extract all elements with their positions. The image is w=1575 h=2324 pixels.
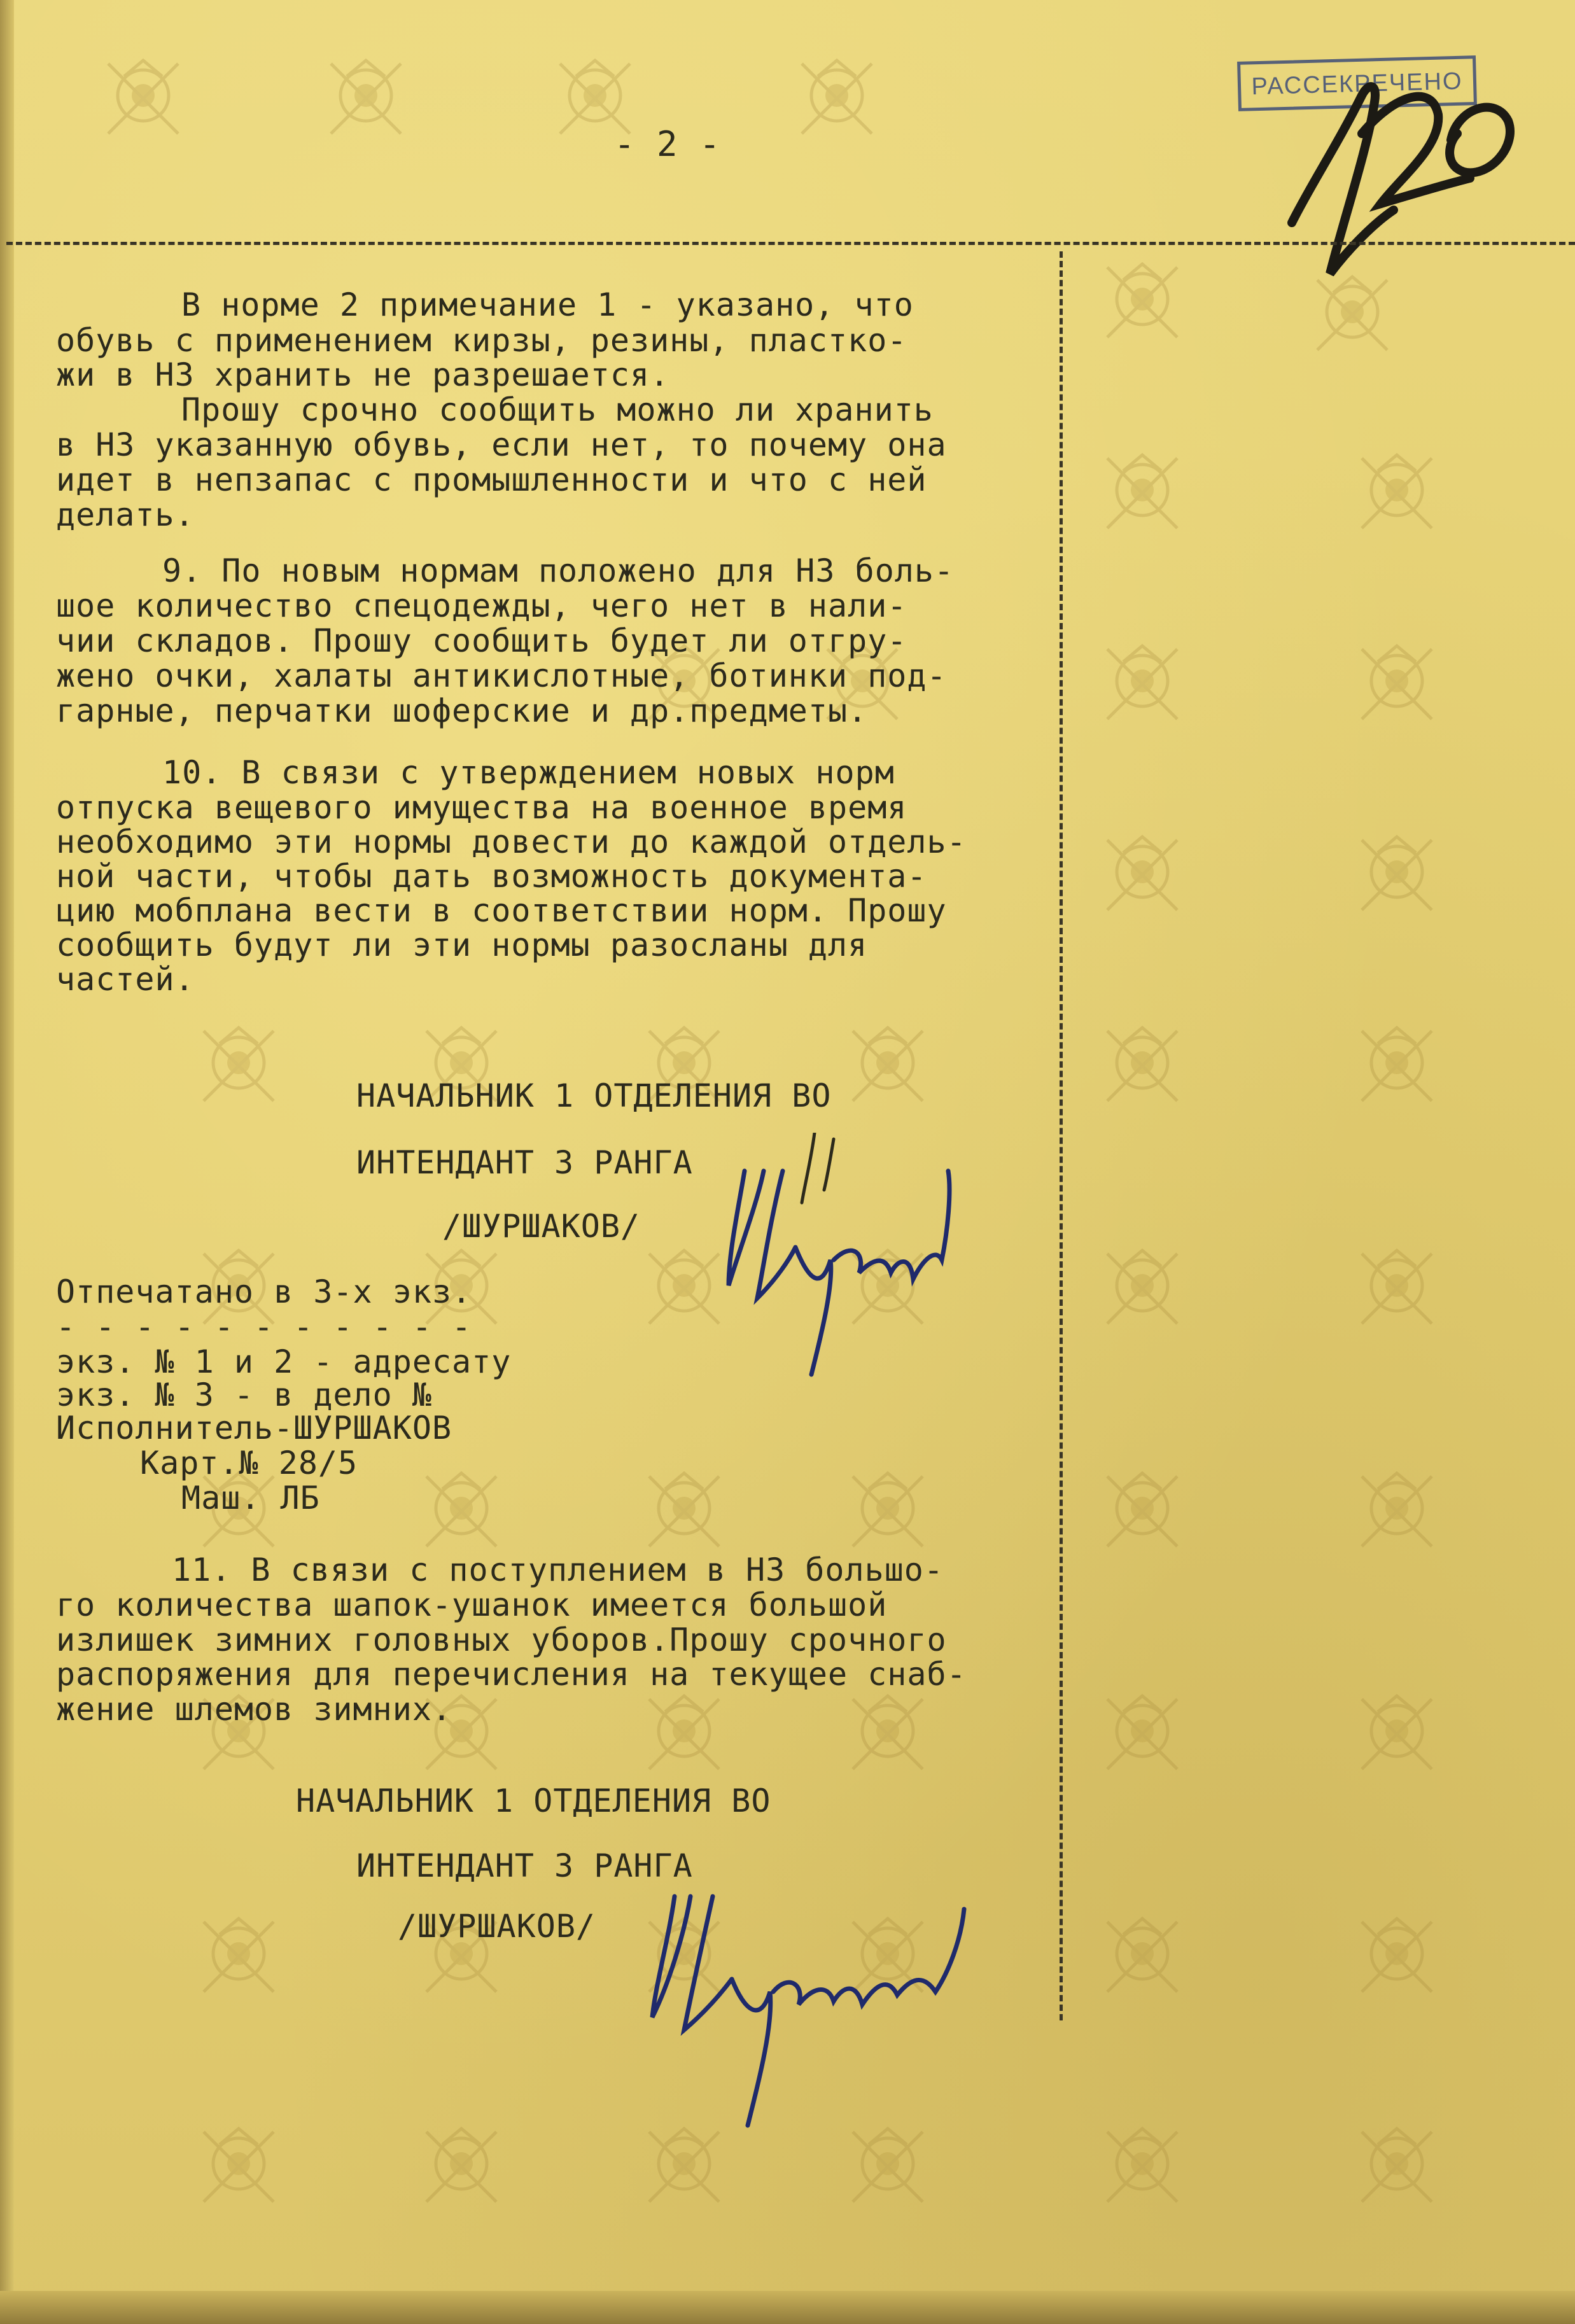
handwritten-signature: [617, 1858, 999, 2138]
text-line: 9. По новым нормам положено для НЗ боль-: [162, 552, 955, 589]
watermark-emblem: [1349, 1686, 1445, 1782]
text-line: жено очки, халаты антикислотные, ботинки под-: [56, 657, 947, 694]
handwritten-signature: [668, 1133, 961, 1400]
text-line: цию мобплана вести в соответствии норм. Прошу: [56, 892, 947, 929]
watermark-emblem: [95, 51, 191, 146]
copy-recipients: экз. № 1 и 2 - адресату: [56, 1343, 512, 1380]
text-line: в НЗ указанную обувь, если нет, то почему она: [56, 426, 947, 463]
text-line: обувь с применением кирзы, резины, пластко-: [56, 322, 907, 359]
watermark-emblem: [1095, 1686, 1190, 1782]
text-line: В норме 2 примечание 1 - указано, что: [181, 286, 914, 323]
watermark-emblem: [1349, 827, 1445, 923]
watermark-emblem: [840, 1018, 935, 1114]
watermark-emblem: [191, 1018, 286, 1114]
text-line: чии складов. Прошу сообщить будет ли отгру-: [56, 622, 907, 659]
watermark-emblem: [840, 1464, 935, 1559]
watermark-emblem: [414, 2119, 509, 2215]
paper-edge-bottom: [0, 2291, 1575, 2324]
paper-edge-left: [0, 0, 14, 2324]
watermark-emblem: [1095, 1464, 1190, 1559]
signer-name: /ШУРШАКОВ/: [442, 1208, 641, 1245]
watermark-emblem: [318, 51, 414, 146]
text-line: частей.: [56, 961, 195, 998]
copies-printed: Отпечатано в 3-х экз.: [56, 1273, 472, 1310]
watermark-emblem: [789, 51, 885, 146]
text-line: излишек зимних головных уборов.Прошу срочного: [56, 1621, 947, 1658]
watermark-emblem: [636, 1464, 732, 1559]
executor: Исполнитель-ШУРШАКОВ: [56, 1410, 452, 1446]
watermark-emblem: [1095, 445, 1190, 541]
watermark-emblem: [636, 1686, 732, 1782]
text-line: распоряжения для перечисления на текущее снаб-: [56, 1656, 967, 1693]
watermark-emblem: [1095, 1909, 1190, 2005]
watermark-emblem: [1349, 445, 1445, 541]
signer-rank: ИНТЕНДАНТ 3 РАНГА: [356, 1847, 693, 1884]
signer-rank: ИНТЕНДАНТ 3 РАНГА: [356, 1144, 693, 1181]
watermark-emblem: [1095, 827, 1190, 923]
watermark-emblem: [1349, 1909, 1445, 2005]
archive-stamp: РАССЕКРЕЧЕНО: [1237, 55, 1477, 111]
text-line: 10. В связи с утверждением новых норм: [162, 754, 895, 791]
watermark-emblem: [1349, 1464, 1445, 1559]
signer-title: НАЧАЛЬНИК 1 ОТДЕЛЕНИЯ ВО: [296, 1782, 771, 1819]
watermark-emblem: [1095, 255, 1190, 350]
fold-line-vertical: [1060, 251, 1063, 2020]
watermark-emblem: [1095, 1241, 1190, 1336]
page-number: - 2 -: [614, 124, 721, 164]
text-line: Прошу срочно сообщить можно ли хранить: [181, 391, 934, 428]
watermark-emblem: [1095, 636, 1190, 732]
watermark-emblem: [191, 1909, 286, 2005]
folio-number-handwritten: [1266, 57, 1534, 299]
watermark-emblem: [1095, 2119, 1190, 2215]
fold-line-horizontal: [6, 242, 1575, 245]
text-line: отпуска вещевого имущества на военное время: [56, 789, 907, 826]
separator-line: - - - - - - - - - - -: [56, 1308, 472, 1345]
text-line: 11. В связи с поступлением в НЗ большо-: [172, 1551, 944, 1588]
watermark-emblem: [414, 1464, 509, 1559]
watermark-emblem: [1349, 1018, 1445, 1114]
signer-title: НАЧАЛЬНИК 1 ОТДЕЛЕНИЯ ВО: [356, 1077, 832, 1114]
text-line: гарные, перчатки шоферские и др.предметы.: [56, 692, 868, 729]
text-line: делать.: [56, 496, 195, 533]
text-line: шое количество спецодежды, чего нет в нали-: [56, 587, 907, 624]
watermark-emblem: [191, 2119, 286, 2215]
text-line: жи в НЗ хранить не разрешается.: [56, 356, 670, 393]
text-line: необходимо эти нормы довести до каждой отдель-: [56, 823, 967, 860]
text-line: го количества шапок-ушанок имеется большой: [56, 1586, 888, 1623]
text-line: идет в непзапас с промышленности и что с ней: [56, 461, 927, 498]
copy-file: экз. № 3 - в дело №: [56, 1376, 432, 1413]
text-line: сообщить будут ли эти нормы разосланы для: [56, 927, 868, 963]
text-line: жение шлемов зимних.: [56, 1691, 452, 1728]
text-line: ной части, чтобы дать возможность документа-: [56, 858, 927, 895]
watermark-emblem: [1349, 636, 1445, 732]
watermark-emblem: [1349, 1241, 1445, 1336]
signer-name: /ШУРШАКОВ/: [398, 1908, 596, 1945]
card-number: Карт.№ 28/5: [140, 1445, 358, 1481]
typist-initials: Маш. ЛБ: [181, 1480, 320, 1516]
watermark-emblem: [1095, 1018, 1190, 1114]
watermark-emblem: [840, 1686, 935, 1782]
watermark-emblem: [1349, 2119, 1445, 2215]
